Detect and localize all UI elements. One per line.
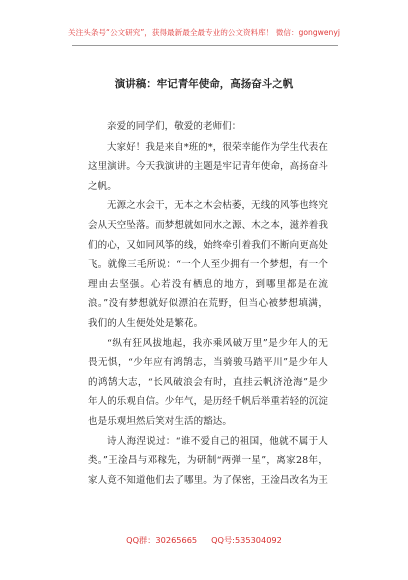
qq-account-number: QQ号:535304092 xyxy=(211,535,282,545)
document-body xyxy=(88,117,328,490)
body-paragraph: 大家好！我是来自*班的*，很荣幸能作为学生代表在这里演讲。今天我演讲的主题是牢记青年使命，高扬奋斗之帆。 xyxy=(88,141,329,192)
body-paragraph: 无源之水会干，无本之木会枯萎，无线的风筝也终究会从天空坠落。而梦想就如同水之源、木之本，滋养着我们的心，又如同风筝的线，始终牵引着我们不断向更高处飞。就像三毛所说：“一个人至少拥有一个梦想，有一个理由去坚强。心若没有栖息的地方，到哪里都是在流浪。”没有梦想就好似漂泊在荒野，但当心被梦想填满，我们的人生便处处是繁花。 xyxy=(88,200,329,329)
salutation: 亲爱的同学们，敬爱的老师们： xyxy=(107,121,242,132)
qq-group-number: QQ群：30265665 xyxy=(126,535,198,545)
page-footer xyxy=(0,535,408,546)
body-paragraph: “纵有狂风拔地起，我亦乘风破万里”是少年人的无畏无惧，“少年应有鸿鹄志，当骑骏马踏平川”是少年人的鸿鹄大志，“长风破浪会有时，直挂云帆济沧海”是少年人的乐观自信。少年气，是历经千帆后举重若轻的沉淀也是乐观坦然后笑对生活的豁达。 xyxy=(88,337,329,427)
document-title: 演讲稿：牢记青年使命，高扬奋斗之帆 xyxy=(114,78,294,90)
page-header-banner: 关注头条号“公文研究”，获得最新最全最专业的公文资料库！ 微信：gongwenyj xyxy=(68,28,340,37)
header-divider xyxy=(72,45,338,46)
body-paragraph: 诗人海涅说过：“谁不爱自己的祖国，他就不属于人类。”王淦昌与邓稼先，为研制“两弹一星”，离家28年，家人竟不知道他们去了哪里。为了保密，王淦昌改名为王 xyxy=(88,435,329,486)
